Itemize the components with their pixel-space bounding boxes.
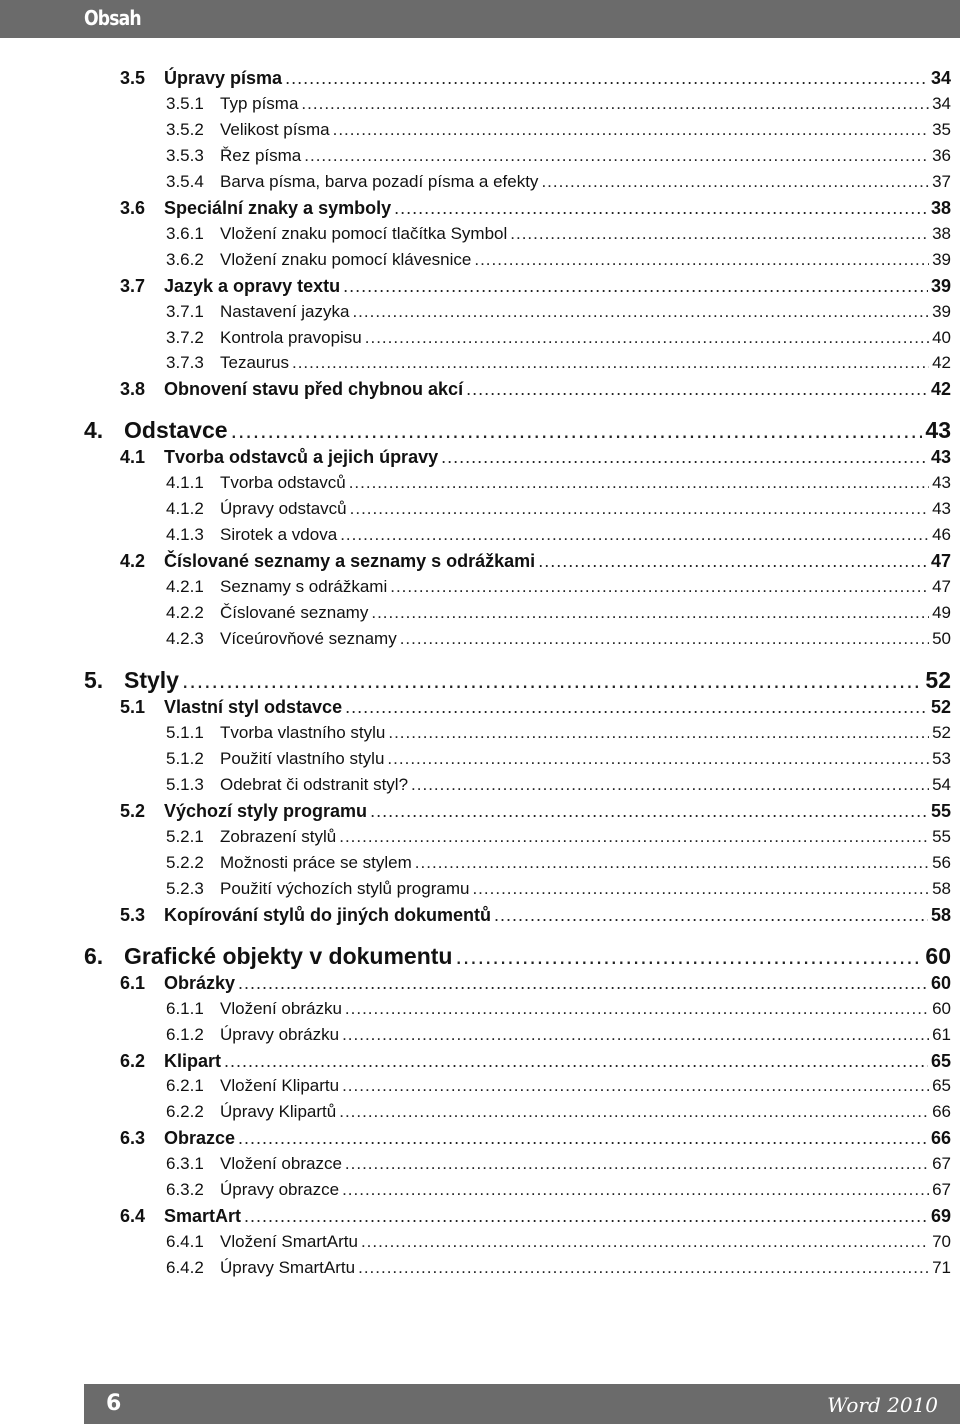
toc-entry-page: 42 bbox=[930, 379, 951, 400]
toc-entry-number: 6.2 bbox=[120, 1050, 146, 1071]
toc-leader-dots bbox=[394, 198, 928, 219]
toc-entry bbox=[120, 447, 951, 468]
toc-entry-page: 58 bbox=[932, 878, 951, 898]
toc-entry-page: 40 bbox=[932, 327, 951, 347]
toc-entry-number: 5.2.1 bbox=[166, 826, 204, 846]
toc-entry-page: 52 bbox=[930, 697, 951, 718]
toc-entry-page: 53 bbox=[932, 748, 951, 768]
toc-entry-page: 38 bbox=[932, 223, 951, 243]
toc-entry-page: 39 bbox=[930, 275, 951, 296]
toc-leader-dots bbox=[466, 379, 928, 400]
toc-entry-title: Obnovení stavu před chybnou akcí bbox=[164, 379, 464, 400]
toc-entry-title: Seznamy s odrážkami bbox=[220, 577, 388, 597]
toc-entry-number: 6.4.2 bbox=[166, 1258, 204, 1278]
toc-entry-number: 3.6.2 bbox=[166, 249, 204, 269]
toc-leader-dots bbox=[224, 1051, 928, 1072]
toc-entry-title: Kontrola pravopisu bbox=[220, 327, 362, 347]
toc-entry-title: Tvorba vlastního stylu bbox=[220, 723, 386, 742]
toc-entry-page: 34 bbox=[932, 93, 951, 113]
toc-leader-dots bbox=[365, 328, 929, 348]
toc-entry-number: 6.4.1 bbox=[166, 1232, 204, 1252]
toc-entry-number: 3.5 bbox=[120, 68, 146, 88]
toc-leader-dots bbox=[285, 68, 928, 89]
toc-leader-dots bbox=[244, 1206, 928, 1227]
toc-entry-number: 3.7.3 bbox=[166, 353, 204, 373]
toc-entry-number: 4.2 bbox=[120, 551, 146, 572]
toc-entry-page: 37 bbox=[932, 171, 951, 191]
toc-entry-title: Zobrazení stylů bbox=[220, 826, 337, 846]
toc-entry-title: SmartArt bbox=[164, 1206, 242, 1227]
toc-leader-dots bbox=[538, 551, 928, 572]
toc-entry-title: Klipart bbox=[164, 1050, 222, 1071]
toc-entry bbox=[120, 276, 951, 297]
header-bar bbox=[0, 0, 960, 38]
toc-entry-page: 61 bbox=[932, 1024, 951, 1044]
toc-leader-dots bbox=[292, 353, 929, 373]
toc-entry-title: Použití výchozích stylů programu bbox=[220, 878, 470, 898]
toc-entry-title: Vložení obrazce bbox=[220, 1154, 342, 1174]
toc-entry-number: 6.1.2 bbox=[166, 1024, 204, 1044]
toc-entry bbox=[166, 353, 951, 373]
toc-entry-number: 4.2.3 bbox=[166, 629, 204, 649]
toc-entry bbox=[120, 551, 951, 572]
toc-entry-title: Úpravy písma bbox=[164, 68, 283, 88]
toc-leader-dots bbox=[352, 302, 929, 322]
toc-entry-number: 3.8 bbox=[120, 379, 146, 400]
toc-leader-dots bbox=[370, 801, 928, 822]
toc-entry-page: 52 bbox=[925, 667, 951, 694]
toc-entry-number: 5.2 bbox=[120, 800, 146, 821]
toc-entry-title: Vložení Klipartu bbox=[220, 1076, 340, 1096]
toc-entry-page: 60 bbox=[925, 942, 951, 969]
toc-entry bbox=[166, 1232, 951, 1252]
toc-entry-title: Barva písma, barva pozadí písma a efekty bbox=[220, 171, 539, 191]
toc-entry-page: 43 bbox=[925, 417, 951, 444]
toc-leader-dots bbox=[387, 749, 929, 769]
toc-entry-number: 4. bbox=[84, 417, 104, 444]
toc-leader-dots bbox=[342, 1180, 929, 1200]
toc-leader-dots bbox=[339, 1102, 929, 1122]
toc-leader-dots bbox=[343, 276, 928, 297]
toc-entry-number: 6.2.2 bbox=[166, 1102, 204, 1122]
toc-entry bbox=[166, 473, 951, 493]
toc-entry-title: Úpravy obrázku bbox=[220, 1024, 340, 1044]
toc-entry-title: Obrázky bbox=[164, 972, 236, 993]
toc-leader-dots bbox=[182, 667, 922, 694]
toc-leader-dots bbox=[345, 697, 928, 718]
toc-entry-number: 6.4 bbox=[120, 1206, 146, 1227]
toc-leader-dots bbox=[238, 1128, 928, 1149]
toc-entry-number: 4.2.2 bbox=[166, 603, 204, 623]
toc-leader-dots bbox=[333, 120, 929, 140]
toc-leader-dots bbox=[339, 827, 929, 847]
toc-entry-page: 66 bbox=[932, 1102, 951, 1122]
toc-leader-dots bbox=[301, 94, 929, 114]
toc-entry-number: 6. bbox=[84, 942, 104, 969]
toc-leader-dots bbox=[345, 999, 929, 1019]
toc-entry-number: 3.5.4 bbox=[166, 171, 204, 191]
toc-entry-title: Úpravy obrazce bbox=[220, 1180, 340, 1200]
toc-entry bbox=[120, 1051, 951, 1072]
toc-entry-number: 6.3.1 bbox=[166, 1154, 204, 1174]
toc-entry-page: 49 bbox=[932, 603, 951, 623]
toc-entry-number: 3.6.1 bbox=[166, 223, 204, 243]
toc-entry-number: 5. bbox=[84, 667, 104, 694]
toc-entry-number: 4.1.1 bbox=[166, 473, 204, 493]
toc-entry-title: Vložení znaku pomocí tlačítka Symbol bbox=[220, 223, 508, 243]
toc-entry-number: 5.1.3 bbox=[166, 774, 204, 794]
toc-leader-dots bbox=[231, 417, 923, 444]
toc-entry bbox=[166, 146, 951, 166]
toc-entry bbox=[166, 749, 951, 769]
toc-entry-title: Úpravy Klipartů bbox=[220, 1102, 337, 1122]
toc-entry-title: Vložení SmartArtu bbox=[220, 1232, 358, 1252]
toc-entry-title: Vložení obrázku bbox=[220, 998, 342, 1018]
toc-entry-page: 43 bbox=[932, 499, 951, 519]
toc-entry-number: 5.3 bbox=[120, 904, 146, 925]
toc-entry bbox=[166, 250, 951, 270]
toc-entry-title: Jazyk a opravy textu bbox=[164, 275, 341, 296]
toc-entry-page: 67 bbox=[932, 1180, 951, 1200]
toc-entry-number: 3.5.1 bbox=[166, 93, 204, 113]
toc-entry-page: 55 bbox=[932, 826, 951, 846]
toc-entry-title: Číslované seznamy bbox=[220, 603, 369, 623]
toc-entry bbox=[120, 905, 951, 926]
footer-page-number: 6 bbox=[106, 1391, 122, 1416]
toc-entry-page: 52 bbox=[932, 723, 951, 742]
toc-entry-number: 3.7.1 bbox=[166, 301, 204, 321]
toc-entry bbox=[120, 801, 951, 822]
toc-leader-dots bbox=[342, 1025, 929, 1045]
toc-entry-page: 34 bbox=[930, 68, 951, 88]
toc-leader-dots bbox=[358, 1258, 929, 1278]
toc-leader-dots bbox=[349, 473, 929, 493]
toc-entry bbox=[166, 1180, 951, 1200]
toc-entry bbox=[166, 1076, 951, 1096]
toc-leader-dots bbox=[390, 577, 929, 597]
toc-entry-title: Grafické objekty v dokumentu bbox=[124, 942, 453, 969]
toc-entry bbox=[166, 328, 951, 348]
toc-entry-page: 39 bbox=[932, 249, 951, 269]
toc-leader-dots bbox=[474, 250, 929, 270]
toc-leader-dots bbox=[345, 1154, 929, 1174]
toc-entry-page: 43 bbox=[932, 473, 951, 493]
toc-entry-page: 42 bbox=[932, 353, 951, 373]
toc-leader-dots bbox=[340, 525, 929, 545]
toc-entry-title: Styly bbox=[124, 667, 179, 694]
toc-leader-dots bbox=[371, 603, 929, 623]
toc-entry bbox=[166, 723, 951, 743]
toc-entry bbox=[120, 379, 951, 400]
toc-entry-page: 46 bbox=[932, 525, 951, 545]
toc-entry-page: 65 bbox=[932, 1076, 951, 1096]
toc-entry bbox=[166, 172, 951, 192]
toc-entry bbox=[120, 68, 951, 89]
toc-entry bbox=[84, 417, 951, 444]
toc-entry bbox=[166, 577, 951, 597]
toc-entry bbox=[166, 302, 951, 322]
toc-entry bbox=[166, 603, 951, 623]
toc-entry-page: 39 bbox=[932, 301, 951, 321]
toc-entry-title: Výchozí styly programu bbox=[164, 800, 368, 821]
toc-entry bbox=[166, 525, 951, 545]
toc-leader-dots bbox=[472, 879, 929, 899]
toc-entry-page: 60 bbox=[932, 998, 951, 1018]
toc-entry-number: 4.1.3 bbox=[166, 525, 204, 545]
toc-entry-title: Tvorba odstavců a jejich úpravy bbox=[164, 447, 439, 468]
toc-leader-dots bbox=[415, 853, 929, 873]
toc-entry-page: 50 bbox=[932, 629, 951, 649]
toc-entry-number: 3.7 bbox=[120, 275, 146, 296]
header-title: Obsah bbox=[84, 6, 141, 30]
toc-entry-title: Kopírování stylů do jiných dokumentů bbox=[164, 904, 492, 925]
toc-entry-page: 36 bbox=[932, 145, 951, 165]
toc-entry-number: 5.1.2 bbox=[166, 748, 204, 768]
toc-entry-number: 4.1.2 bbox=[166, 499, 204, 519]
toc-entry bbox=[166, 775, 951, 795]
toc-entry bbox=[166, 879, 951, 899]
toc-leader-dots bbox=[494, 905, 928, 926]
toc-entry-title: Úpravy SmartArtu bbox=[220, 1258, 356, 1278]
toc-entry-title: Speciální znaky a symboly bbox=[164, 197, 392, 218]
toc-entry bbox=[120, 1128, 951, 1149]
toc-entry-number: 5.2.2 bbox=[166, 852, 204, 872]
toc-entry-number: 6.2.1 bbox=[166, 1076, 204, 1096]
toc-entry-title: Úpravy odstavců bbox=[220, 499, 347, 519]
toc-entry-title: Možnosti práce se stylem bbox=[220, 852, 412, 872]
toc-entry-title: Řez písma bbox=[220, 145, 302, 165]
toc-entry bbox=[120, 198, 951, 219]
toc-entry-page: 69 bbox=[930, 1206, 951, 1227]
toc-entry-page: 43 bbox=[930, 447, 951, 468]
toc-leader-dots bbox=[238, 973, 928, 994]
toc-entry-number: 5.1.1 bbox=[166, 723, 204, 742]
toc-leader-dots bbox=[541, 172, 929, 192]
toc-entry bbox=[166, 1102, 951, 1122]
toc-entry-number: 5.1 bbox=[120, 697, 146, 718]
toc-entry-number: 4.1 bbox=[120, 447, 146, 468]
toc-entry-page: 54 bbox=[932, 774, 951, 794]
toc-entry bbox=[166, 827, 951, 847]
toc-leader-dots bbox=[361, 1232, 929, 1252]
toc-entry-title: Nastavení jazyka bbox=[220, 301, 350, 321]
toc-entry-page: 47 bbox=[930, 551, 951, 572]
toc-entry-title: Odstavce bbox=[124, 417, 228, 444]
toc-leader-dots bbox=[400, 629, 929, 649]
toc-leader-dots bbox=[342, 1076, 929, 1096]
toc-entry-number: 3.7.2 bbox=[166, 327, 204, 347]
toc-leader-dots bbox=[304, 146, 929, 166]
toc-entry-title: Víceúrovňové seznamy bbox=[220, 629, 397, 649]
toc-entry-title: Velikost písma bbox=[220, 119, 330, 139]
toc-entry-title: Odebrat či odstranit styl? bbox=[220, 774, 409, 794]
toc-entry-page: 55 bbox=[930, 800, 951, 821]
toc-entry bbox=[166, 629, 951, 649]
toc-entry-title: Tezaurus bbox=[220, 353, 289, 373]
toc-entry-title: Číslované seznamy a seznamy s odrážkami bbox=[164, 551, 536, 572]
toc-entry-title: Vlastní styl odstavce bbox=[164, 697, 343, 718]
toc-entry-page: 38 bbox=[930, 197, 951, 218]
toc-leader-dots bbox=[441, 447, 928, 468]
toc-entry-number: 3.5.2 bbox=[166, 119, 204, 139]
toc-entry bbox=[166, 1025, 951, 1045]
toc-entry-page: 56 bbox=[932, 852, 951, 872]
toc-entry bbox=[166, 224, 951, 244]
toc-entry-number: 6.3.2 bbox=[166, 1180, 204, 1200]
toc-leader-dots bbox=[455, 943, 922, 970]
toc-entry-title: Vložení znaku pomocí klávesnice bbox=[220, 249, 472, 269]
toc-leader-dots bbox=[411, 775, 929, 795]
toc-entry-title: Obrazce bbox=[164, 1128, 236, 1149]
toc-entry-number: 6.3 bbox=[120, 1128, 146, 1149]
toc-entry-page: 71 bbox=[932, 1258, 951, 1278]
footer-bar bbox=[84, 1384, 960, 1424]
toc-entry-page: 47 bbox=[932, 577, 951, 597]
toc-entry bbox=[166, 1258, 951, 1278]
toc-entry bbox=[166, 853, 951, 873]
toc-leader-dots bbox=[510, 224, 929, 244]
toc-entry-page: 35 bbox=[932, 119, 951, 139]
toc-entry bbox=[84, 943, 951, 970]
toc-entry-title: Sirotek a vdova bbox=[220, 525, 338, 545]
footer-book-title: Word 2010 bbox=[827, 1393, 938, 1417]
toc-entry-number: 5.2.3 bbox=[166, 878, 204, 898]
toc-entry-page: 70 bbox=[932, 1232, 951, 1252]
toc-entry-number: 4.2.1 bbox=[166, 577, 204, 597]
toc-entry bbox=[166, 94, 951, 114]
toc-entry bbox=[166, 999, 951, 1019]
toc-entry-title: Použití vlastního stylu bbox=[220, 748, 385, 768]
toc-entry-page: 67 bbox=[932, 1154, 951, 1174]
toc-entry-page: 66 bbox=[930, 1128, 951, 1149]
toc-entry-number: 6.1 bbox=[120, 972, 146, 993]
toc-entry-number: 6.1.1 bbox=[166, 998, 204, 1018]
toc-leader-dots bbox=[350, 499, 929, 519]
toc-entry bbox=[166, 499, 951, 519]
toc-leader-dots bbox=[388, 723, 929, 743]
toc-entry bbox=[120, 697, 951, 718]
toc-entry-page: 58 bbox=[930, 904, 951, 925]
toc-entry bbox=[166, 120, 951, 140]
toc-entry bbox=[120, 1206, 951, 1227]
toc-entry-page: 65 bbox=[930, 1050, 951, 1071]
toc-entry bbox=[120, 973, 951, 994]
toc-entry-number: 3.5.3 bbox=[166, 145, 204, 165]
toc-entry-title: Tvorba odstavců bbox=[220, 473, 346, 493]
toc-entry-number: 3.6 bbox=[120, 197, 146, 218]
toc-entry bbox=[84, 667, 951, 694]
toc-entry-page: 60 bbox=[930, 972, 951, 993]
toc-entry-title: Typ písma bbox=[220, 93, 299, 113]
toc-entry bbox=[166, 1154, 951, 1174]
